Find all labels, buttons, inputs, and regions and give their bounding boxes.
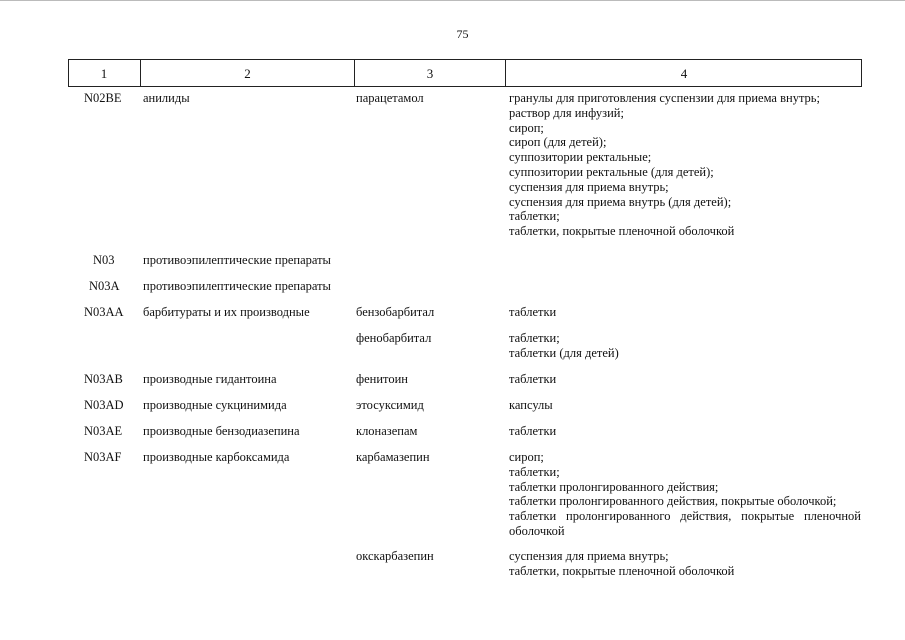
scan-top-edge xyxy=(0,0,905,1)
atc-code: N03AA xyxy=(84,305,124,319)
drug-name: этосуксимид xyxy=(356,398,424,412)
dosage-forms xyxy=(509,549,861,579)
dosage-form: суппозитории ректальные (для детей); xyxy=(509,164,714,179)
dosage-form: суспензия для приема внутрь; xyxy=(509,549,669,563)
group-name: противоэпилептические препараты xyxy=(143,279,331,293)
group-name: производные сукцинимида xyxy=(143,398,287,412)
drug-name: фенобарбитал xyxy=(356,331,432,345)
drug-name: клоназепам xyxy=(356,424,418,438)
group-name: анилиды xyxy=(143,91,190,105)
atc-code: N03AE xyxy=(84,424,123,438)
dosage-forms xyxy=(509,372,861,387)
atc-code: N03A xyxy=(89,279,120,293)
header-col-1: 1 xyxy=(100,66,108,81)
dosage-form: сироп (для детей); xyxy=(509,135,607,150)
dosage-forms xyxy=(509,331,861,361)
dosage-form: таблетки; xyxy=(509,464,560,479)
dosage-form: таблетки (для детей) xyxy=(509,345,619,360)
dosage-form: таблетки пролонгированного действия; xyxy=(509,479,719,494)
dosage-form: таблетки xyxy=(509,372,557,386)
header-col-2: 2 xyxy=(244,66,251,81)
dosage-form: таблетки xyxy=(509,305,557,319)
group-name: производные карбоксамида xyxy=(143,450,290,464)
dosage-form: таблетки, покрытые пленочной оболочкой xyxy=(509,563,735,578)
header-divider xyxy=(68,59,69,87)
atc-code: N03 xyxy=(93,253,115,267)
dosage-form: таблетки, покрытые пленочной оболочкой xyxy=(509,224,735,239)
dosage-form: оболочкой xyxy=(509,523,565,538)
dosage-form: раствор для инфузий; xyxy=(509,105,624,120)
dosage-form: сироп; xyxy=(509,450,544,464)
header-col-3: 3 xyxy=(426,66,434,81)
header-col-4: 4 xyxy=(680,66,688,81)
drug-name: парацетамол xyxy=(356,91,424,105)
dosage-form: суспензия для приема внутрь; xyxy=(509,179,669,194)
dosage-form: гранулы для приготовления суспензии для приема внутрь; xyxy=(509,91,820,105)
group-name: производные гидантоина xyxy=(143,372,277,386)
dosage-form: таблетки пролонгированного действия, покрытые оболочкой; xyxy=(509,494,837,509)
atc-code: N02BE xyxy=(84,91,122,105)
drug-name: бензобарбитал xyxy=(356,305,435,319)
dosage-form: суппозитории ректальные; xyxy=(509,150,652,165)
group-name: противоэпилептические препараты xyxy=(143,253,331,267)
dosage-forms xyxy=(509,305,861,320)
header-divider xyxy=(354,59,355,87)
dosage-forms xyxy=(509,91,861,239)
dosage-form: капсулы xyxy=(509,398,553,412)
header-divider xyxy=(140,59,141,87)
dosage-form: таблетки xyxy=(509,424,557,438)
header-divider xyxy=(505,59,506,87)
dosage-form: таблетки пролонгированного действия, покрытые пленочной xyxy=(509,509,861,524)
page-number: 75 xyxy=(456,27,469,41)
dosage-form: суспензия для приема внутрь (для детей); xyxy=(509,194,732,209)
atc-code: N03AB xyxy=(84,372,123,386)
dosage-forms xyxy=(509,424,861,439)
header-divider xyxy=(861,59,862,87)
dosage-form: сироп; xyxy=(509,120,544,135)
group-name: барбитураты и их производные xyxy=(143,305,310,319)
dosage-forms xyxy=(509,398,861,413)
table-header xyxy=(68,59,862,87)
drug-name: окскарбазепин xyxy=(356,549,434,563)
atc-code: N03AF xyxy=(84,450,122,464)
dosage-form: таблетки; xyxy=(509,331,560,345)
group-name: производные бензодиазепина xyxy=(143,424,300,438)
atc-code: N03AD xyxy=(84,398,124,412)
drug-name: карбамазепин xyxy=(356,450,430,464)
dosage-forms xyxy=(509,450,861,539)
dosage-form: таблетки; xyxy=(509,209,560,224)
drug-name: фенитоин xyxy=(356,372,408,386)
